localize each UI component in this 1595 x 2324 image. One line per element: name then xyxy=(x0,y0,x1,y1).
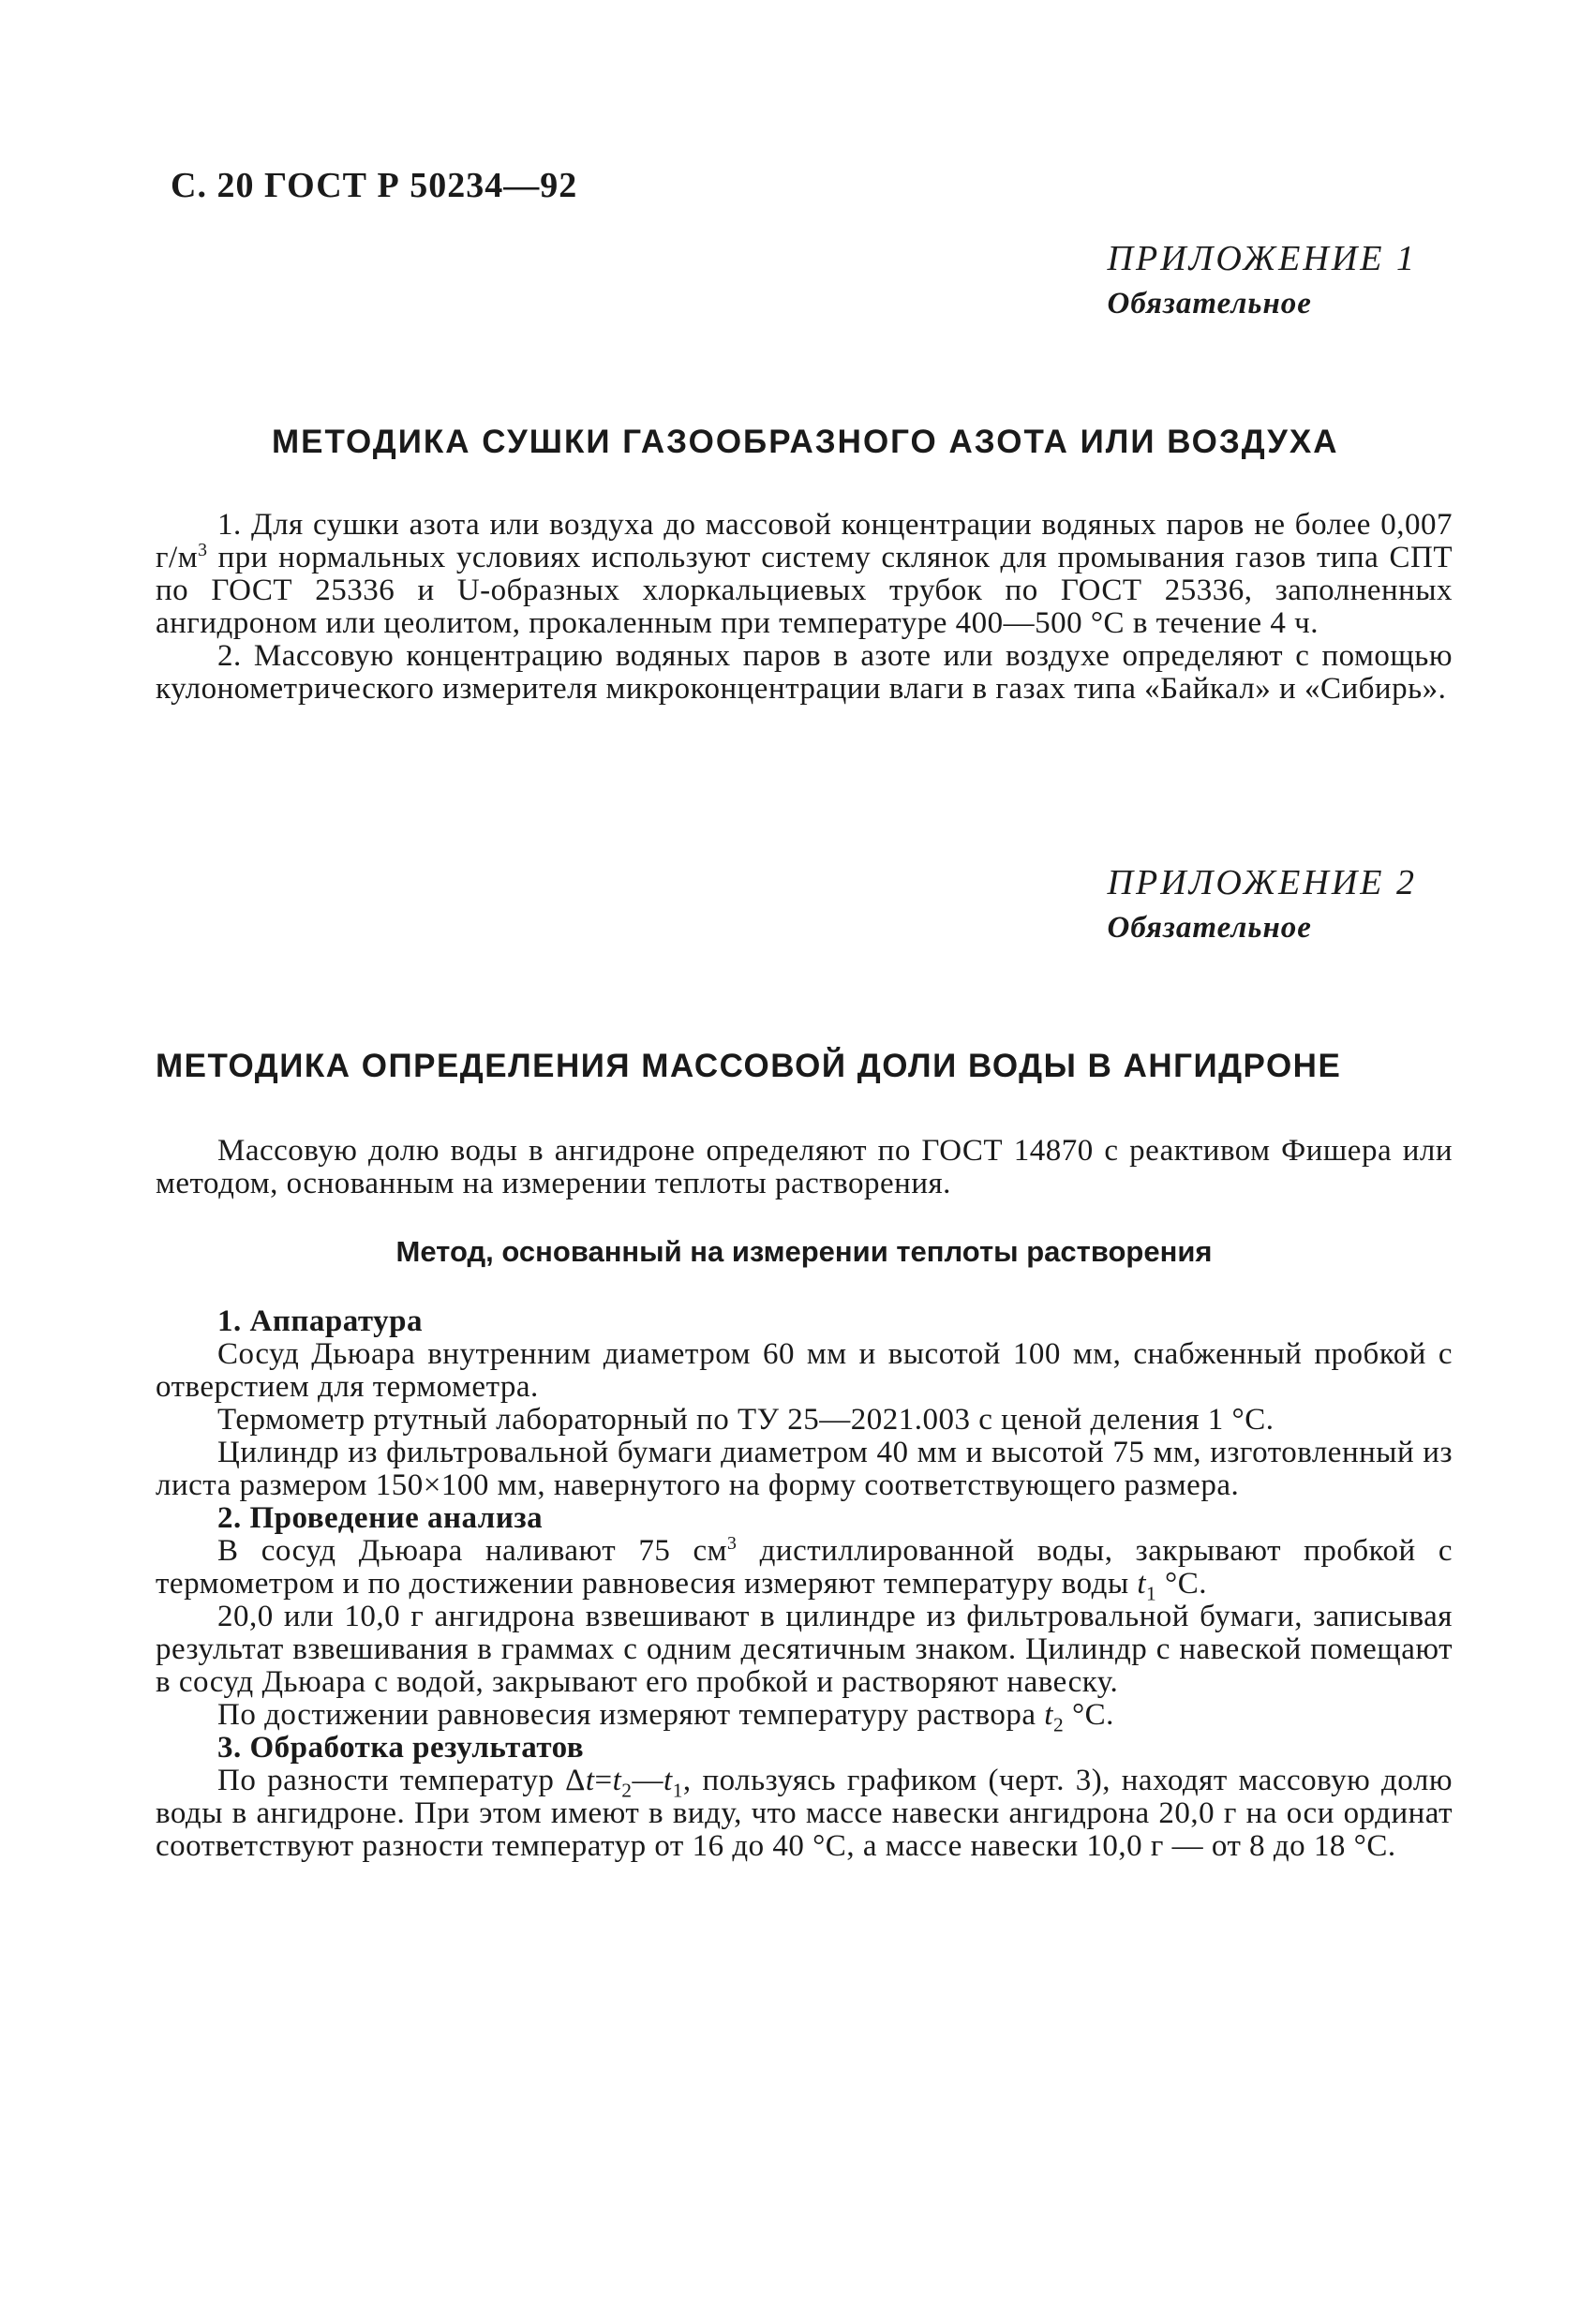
appendix-label: ПРИЛОЖЕНИЕ 1 xyxy=(1107,239,1417,278)
subscript: 2 xyxy=(1052,1713,1065,1736)
paragraph-text: при нормальных условиях используют систему склянок для промывания газов типа СПТ по ГОСТ 25336 и U-образных хлоркальциевых трубок по ГОСТ 25336, заполненных ангидроном или цеолитом, прокаленным при температуре 400—500 °С в течение 4 ч. xyxy=(156,541,1453,640)
paragraph xyxy=(156,509,1453,640)
subsection-heading: 2. Проведение анализа xyxy=(217,1501,544,1535)
section2-intro xyxy=(156,1135,1453,1200)
paragraph-text: °С. xyxy=(1064,1698,1114,1732)
subsection-heading: 1. Аппаратура xyxy=(217,1304,423,1338)
appendix-status: Обязательное xyxy=(1107,911,1312,945)
variable: t xyxy=(612,1764,622,1797)
section-title: МЕТОДИКА ОПРЕДЕЛЕНИЯ МАССОВОЙ ДОЛИ ВОДЫ В АНГИДРОНЕ xyxy=(156,1048,1342,1084)
superscript: 3 xyxy=(198,540,208,560)
appendix-1-label xyxy=(1108,236,1417,326)
paragraph xyxy=(156,1533,1453,1605)
minus-sign: — xyxy=(632,1764,664,1797)
paragraph: 2. Массовую концентрацию водяных паров в азоте или воздухе определяют с помощью кулонометрического измерителя микроконцентрации влаги в газах типа «Байкал» и «Сибирь». xyxy=(156,639,1453,706)
subscript: 2 xyxy=(621,1779,633,1802)
appendix-label: ПРИЛОЖЕНИЕ 2 xyxy=(1107,863,1417,902)
equals-sign: = xyxy=(594,1764,613,1797)
paragraph-text: По достижении равновесия измеряют температуру раствора xyxy=(217,1698,1045,1732)
subscript: 1 xyxy=(1146,1582,1157,1605)
section-title: МЕТОДИКА СУШКИ ГАЗООБРАЗНОГО АЗОТА ИЛИ ВОЗДУХА xyxy=(272,424,1339,460)
paragraph: 20,0 или 10,0 г ангидрона взвешивают в цилиндре из фильтровальной бумаги, записывая результат взвешивания в граммах с одним десятичным знаком. Цилиндр с навеской помещают в сосуд Дьюара с водой, закрывают его пробкой и растворяют навеску. xyxy=(156,1600,1453,1699)
paragraph-text: По разности температур Δ xyxy=(217,1764,586,1797)
paragraph xyxy=(156,1698,1453,1736)
variable: t xyxy=(585,1764,595,1797)
paragraph: Термометр ртутный лабораторный по ТУ 25—2021.003 с ценой деления 1 °С. xyxy=(217,1403,1275,1437)
variable: t xyxy=(1137,1567,1147,1601)
appendix-2-label xyxy=(1108,860,1417,950)
superscript: 3 xyxy=(727,1533,738,1554)
subscript: 1 xyxy=(672,1779,683,1802)
paragraph: Сосуд Дьюара внутренним диаметром 60 мм и высотой 100 мм, снабженный пробкой с отверстием для термометра. xyxy=(156,1337,1453,1404)
paragraph xyxy=(156,1765,1453,1863)
section2-body xyxy=(156,1305,1453,1863)
section1-body xyxy=(156,509,1453,706)
paragraph: Массовую долю воды в ангидроне определяют по ГОСТ 14870 с реактивом Фишера или методом, основанным на измерении теплоты растворения. xyxy=(156,1134,1453,1200)
variable: t xyxy=(1044,1698,1053,1732)
page-header: С. 20 ГОСТ Р 50234—92 xyxy=(171,166,578,205)
subsection-heading: 3. Обработка результатов xyxy=(217,1731,585,1765)
paragraph: Цилиндр из фильтровальной бумаги диаметром 40 мм и высотой 75 мм, изготовленный из листа размером 150×100 мм, навернутого на форму соответствующего размера. xyxy=(156,1436,1453,1502)
paragraph-text: В сосуд Дьюара наливают 75 см xyxy=(217,1534,728,1568)
paragraph-text: дистиллированной воды, закрывают пробкой с термометром и по достижении равновесия измеряют температуру воды xyxy=(156,1534,1453,1601)
appendix-status: Обязательное xyxy=(1107,287,1312,320)
method-subtitle: Метод, основанный на измерении теплоты растворения xyxy=(395,1235,1213,1268)
paragraph-text: , пользуясь графиком (черт. 3), находят массовую долю воды в ангидроне. При этом имеют в виду, что массе навески ангидрона 20,0 г на оси ординат соответствуют разности температур от 16 до 40 °С, а массе навески 10,0 г — от 8 до 18 °С. xyxy=(156,1764,1453,1863)
paragraph-text: 1. Для сушки азота или воздуха до массовой концентрации водяных паров не более 0,007 г/м xyxy=(156,508,1453,574)
paragraph-text: °С. xyxy=(1156,1567,1207,1601)
variable: t xyxy=(663,1764,673,1797)
